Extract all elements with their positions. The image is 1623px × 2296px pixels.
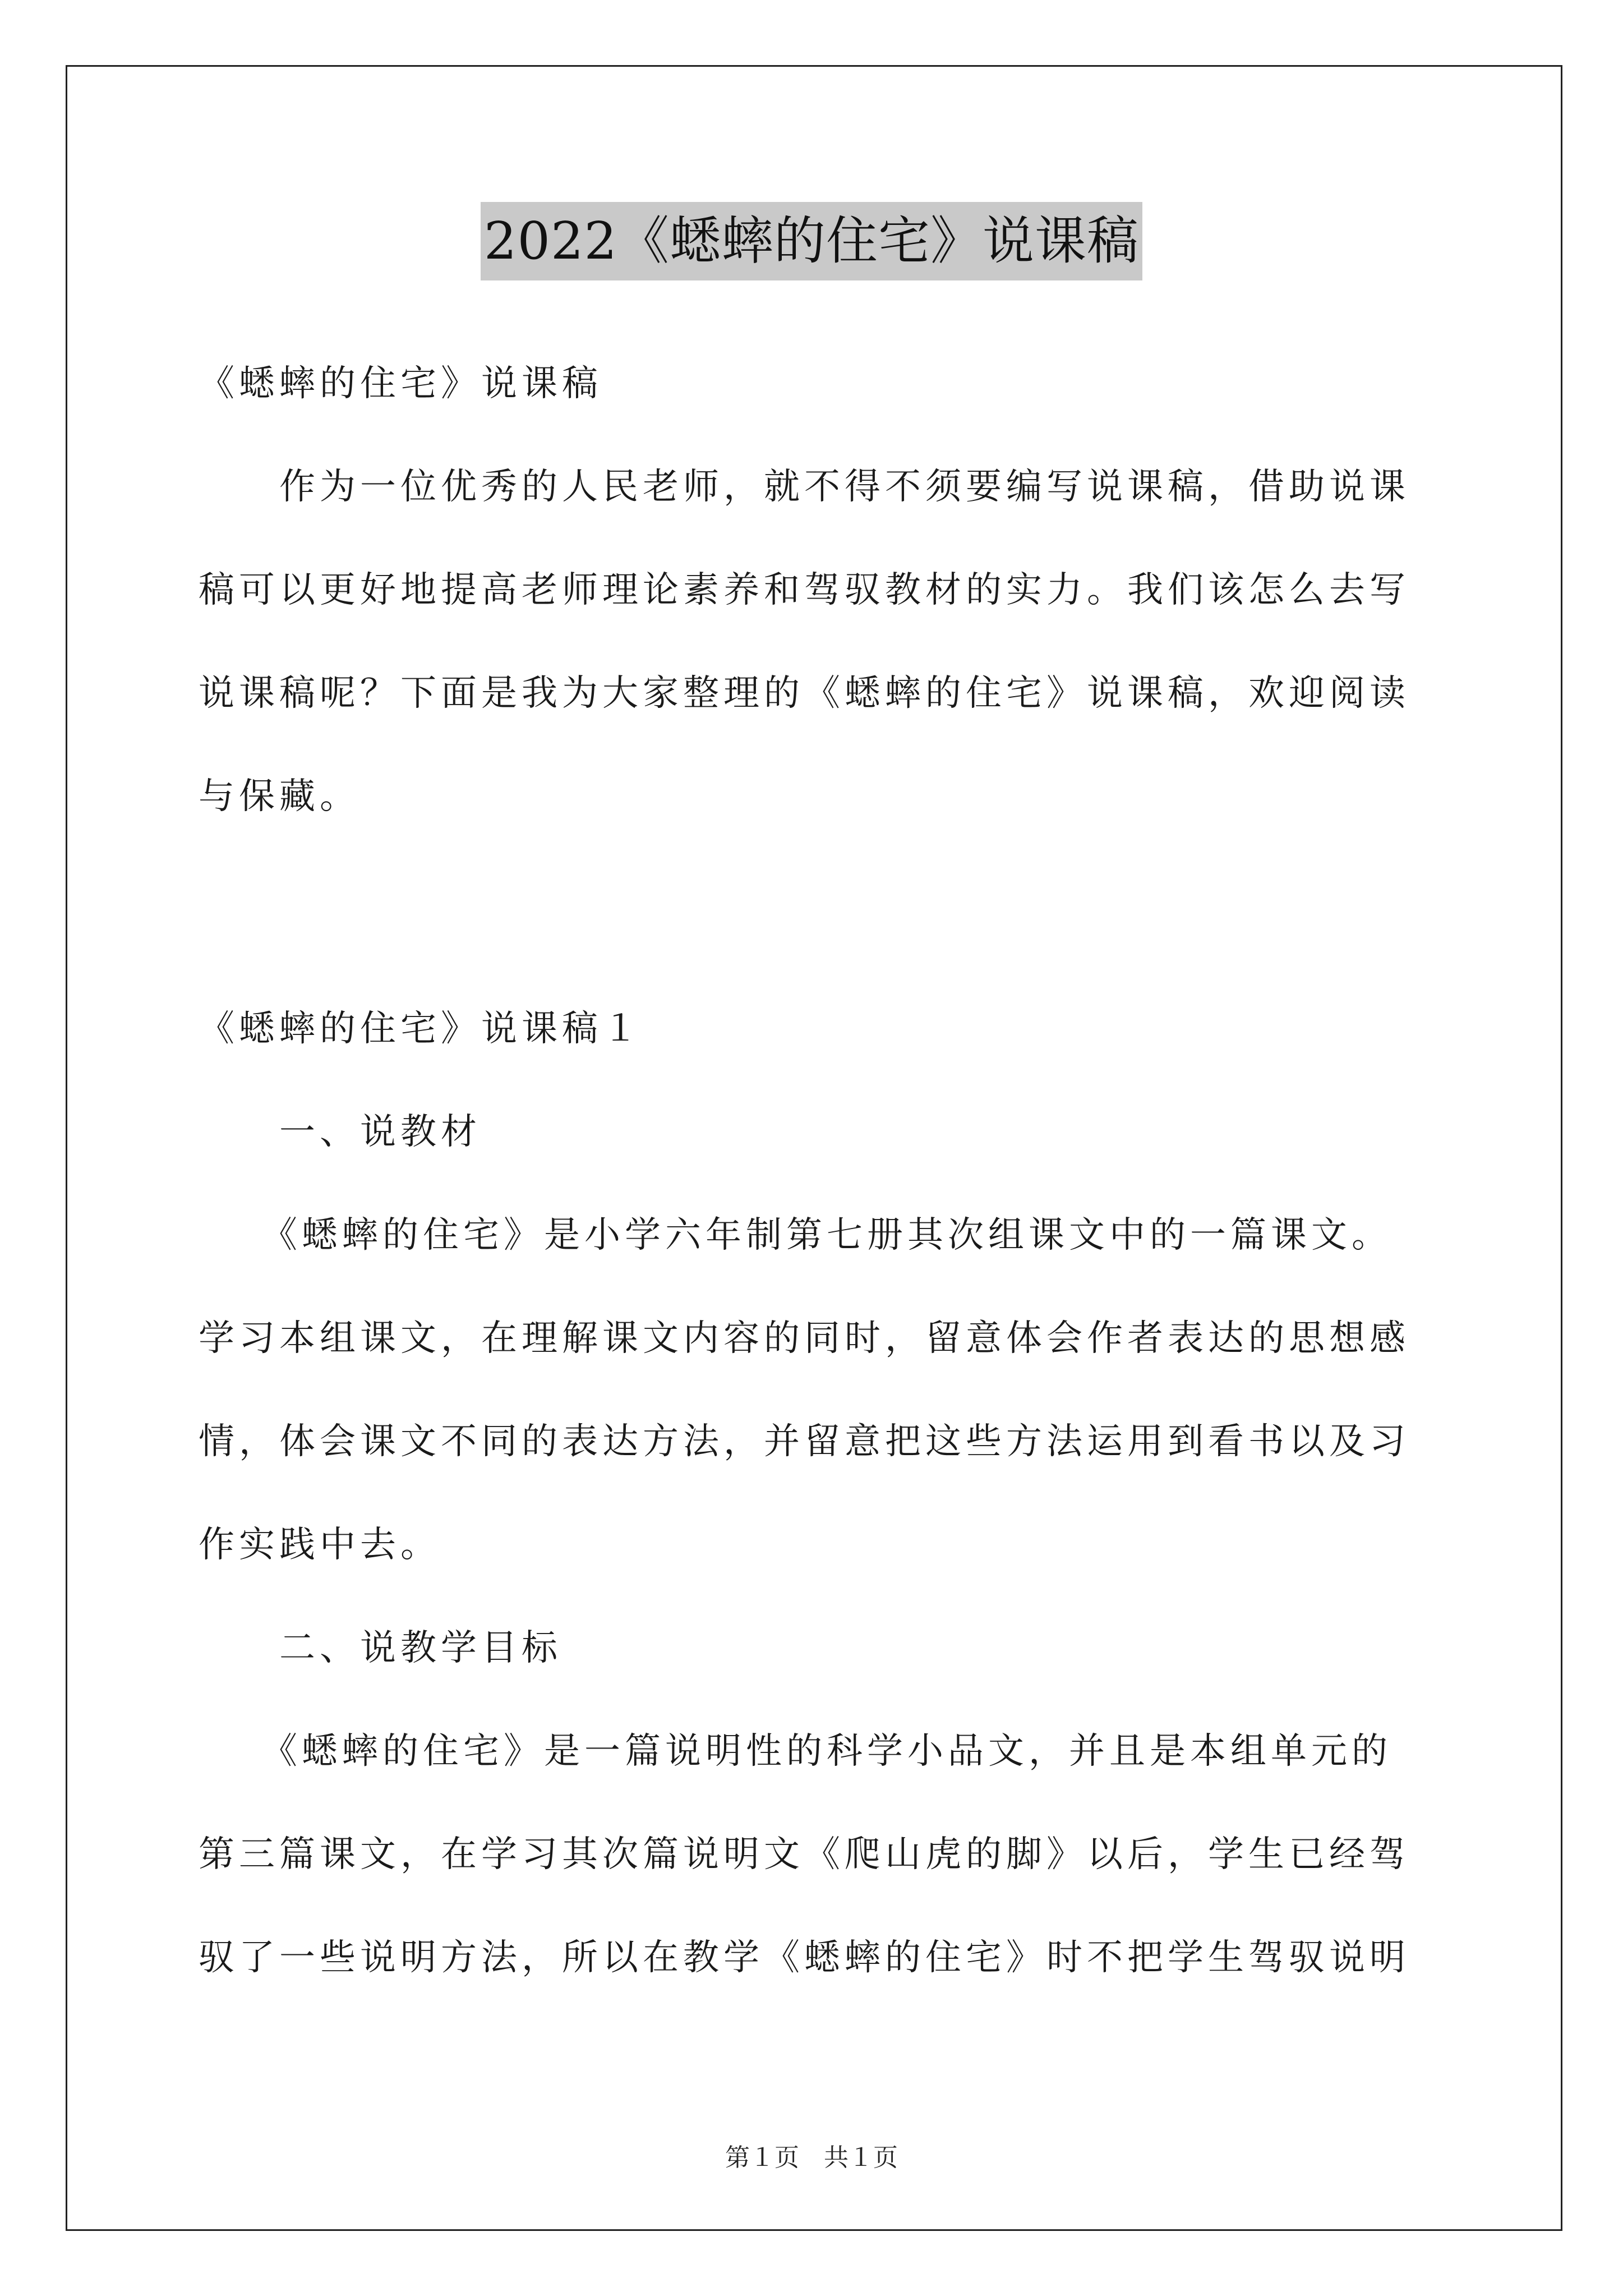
text-line: 学习本组课文，在理解课文内容的同时，留意体会作者表达的思想感: [199, 1318, 1410, 1359]
text-line: 二、说教学目标: [199, 1627, 562, 1669]
text-line: 驭了一些说明方法，所以在教学《蟋蟀的住宅》时不把学生驾驭说明: [199, 1937, 1410, 1978]
text-line: 作实践中去。: [199, 1524, 441, 1566]
text-line: 《蟋蟀的住宅》是小学六年制第七册其次组课文中的一篇课文。: [199, 1214, 1392, 1256]
text-line: 说课稿呢？下面是我为大家整理的《蟋蟀的住宅》说课稿，欢迎阅读: [199, 673, 1410, 714]
text-line: 《蟋蟀的住宅》说课稿: [199, 363, 602, 404]
text-line: 《蟋蟀的住宅》是一篇说明性的科学小品文，并且是本组单元的: [199, 1731, 1392, 1772]
page-footer: 第１页 共１页: [725, 2143, 898, 2172]
text-line: 第三篇课文，在学习其次篇说明文《爬山虎的脚》以后，学生已经驾: [199, 1834, 1410, 1875]
text-line: 稿可以更好地提高老师理论素养和驾驭教材的实力。我们该怎么去写: [199, 569, 1410, 611]
text-line: 作为一位优秀的人民老师，就不得不须要编写说课稿，借助说课: [199, 466, 1410, 508]
title-container: [0, 202, 1623, 280]
text-line: 一、说教材: [199, 1111, 481, 1153]
text-line: 与保藏。: [199, 776, 360, 817]
text-line: 《蟋蟀的住宅》说课稿１: [199, 1008, 643, 1050]
text-line: 情，体会课文不同的表达方法，并留意把这些方法运用到看书以及习: [199, 1421, 1410, 1462]
document-title: 2022《蟋蟀的住宅》说课稿: [481, 202, 1142, 280]
